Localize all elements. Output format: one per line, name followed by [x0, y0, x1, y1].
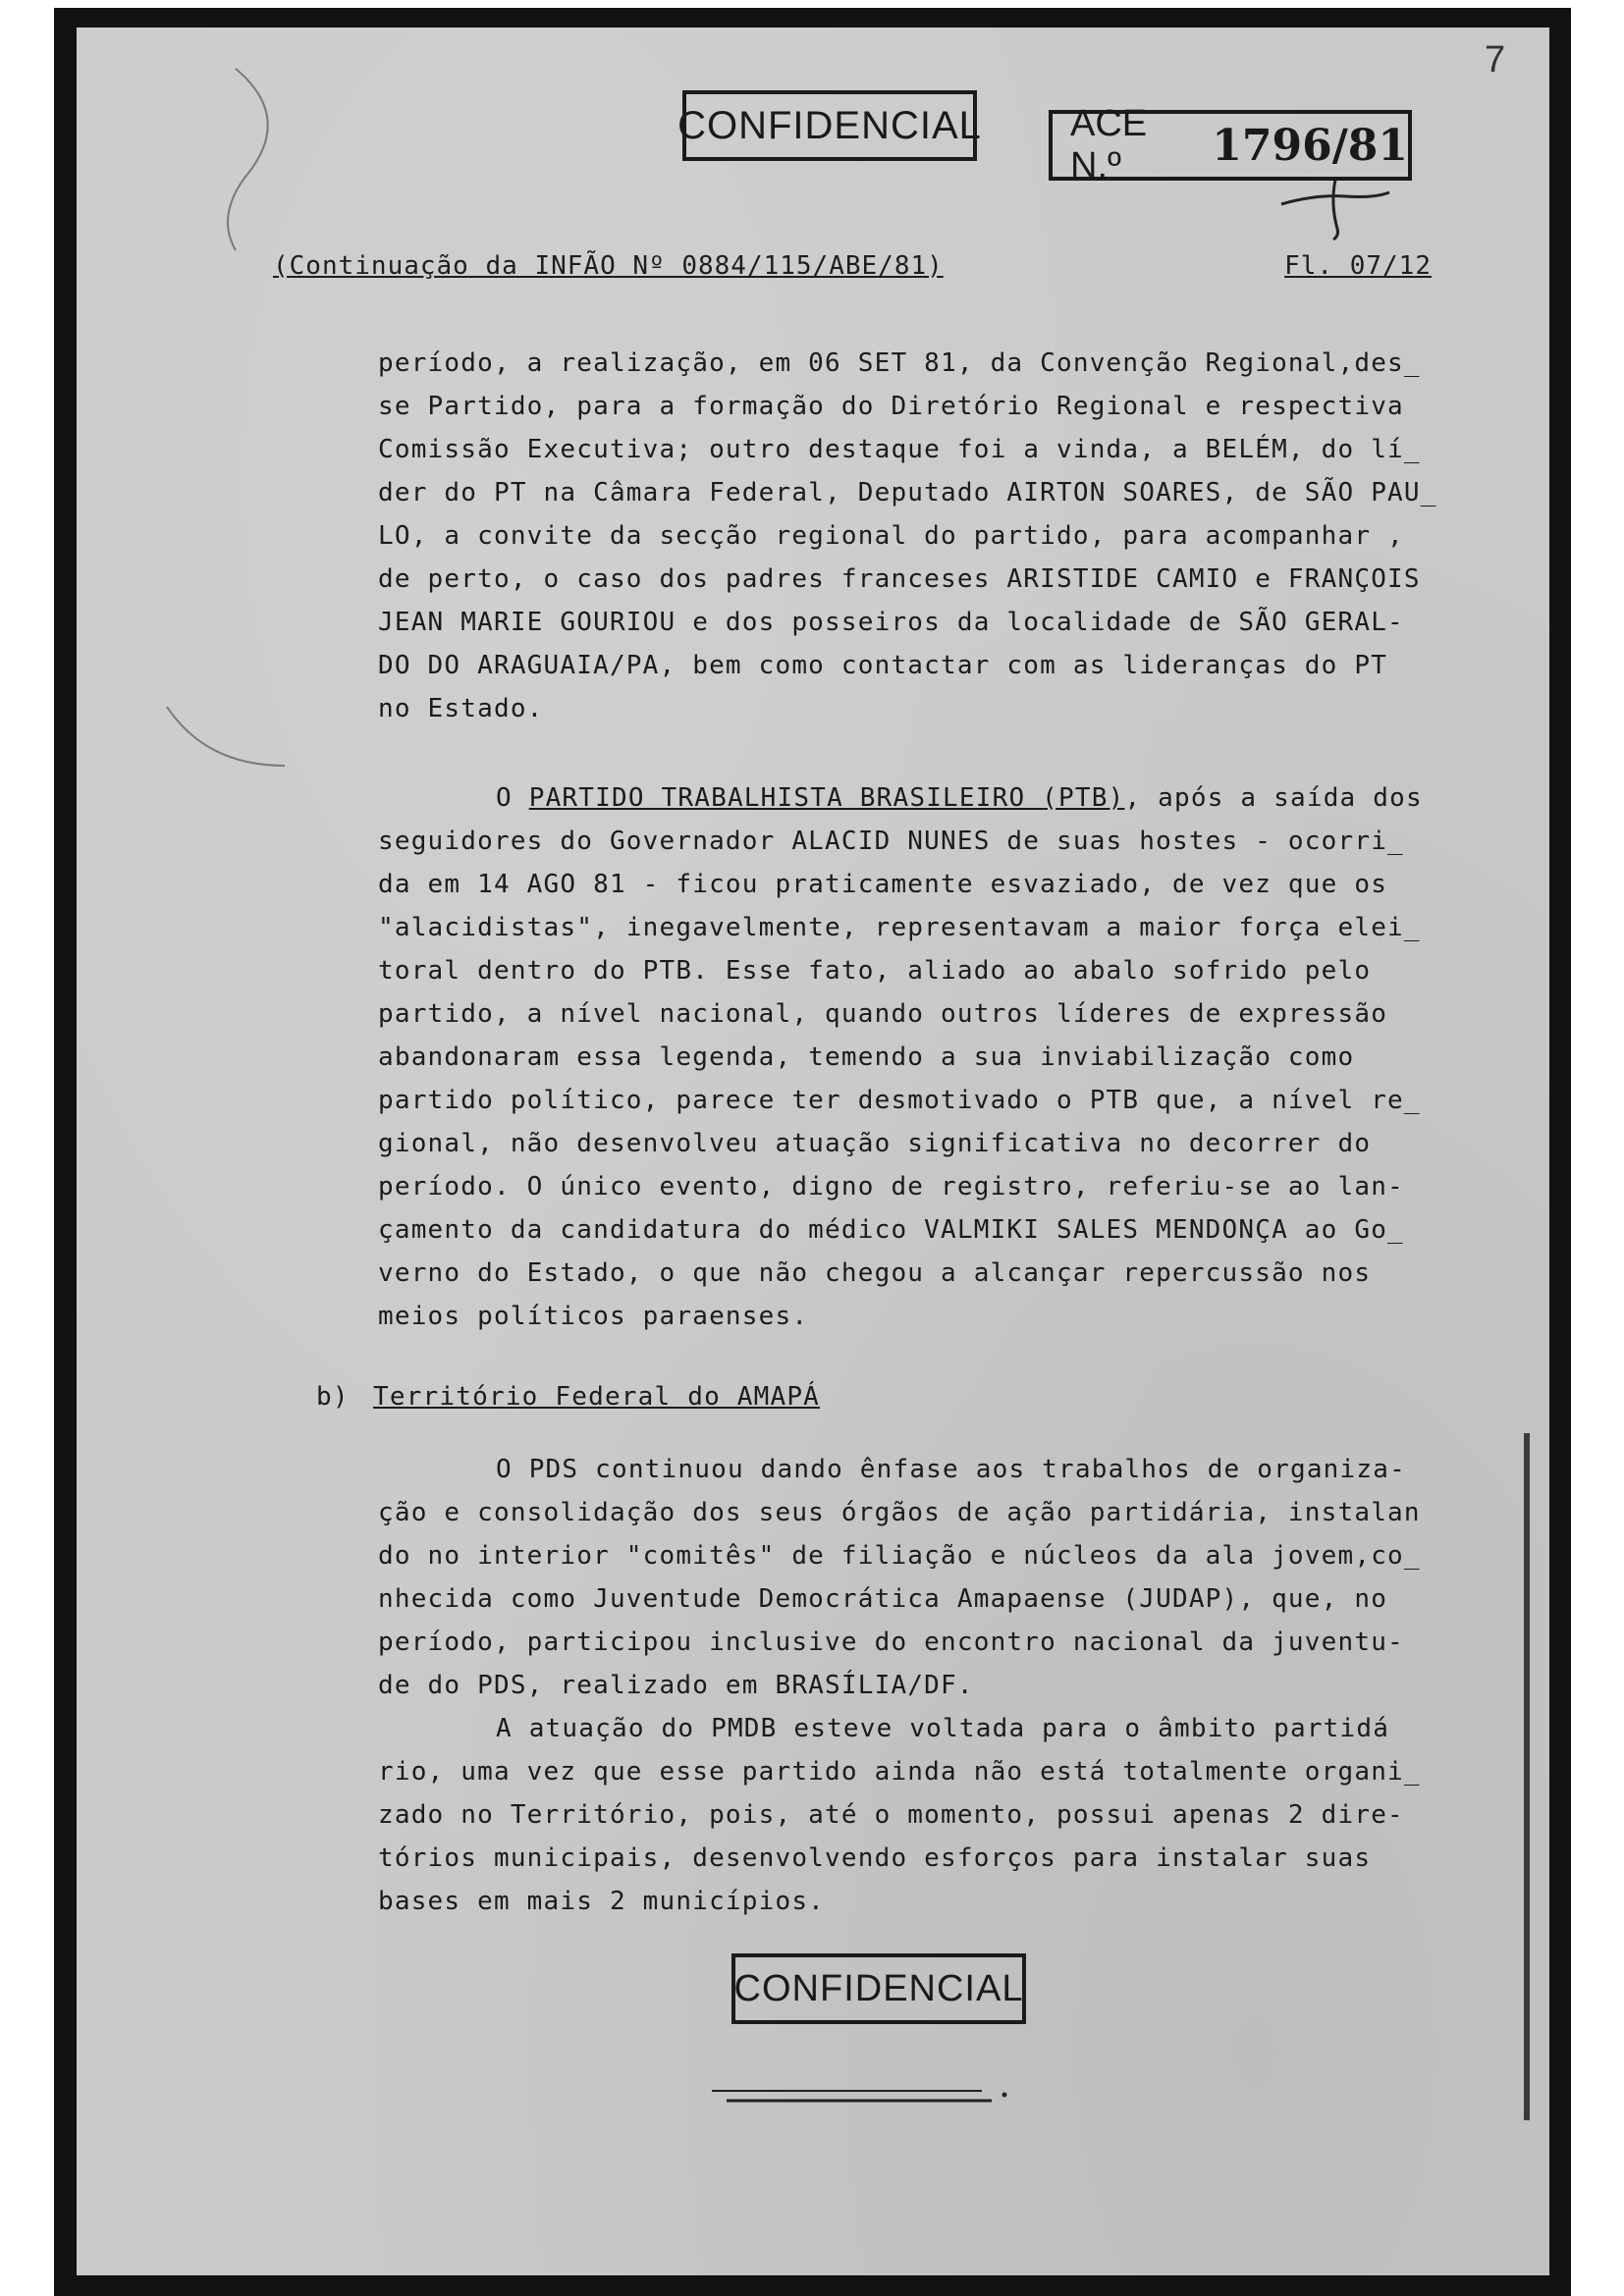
text-line: Comissão Executiva; outro destaque foi a vinda, a BELÉM, do lí_: [378, 435, 1421, 464]
text-line: se Partido, para a formação do Diretório Regional e respectiva: [378, 392, 1404, 421]
ace-number: 1796/81: [1212, 120, 1408, 171]
text-line: da em 14 AGO 81 - ficou praticamente esvaziado, de vez que os: [378, 870, 1388, 899]
scan-artifact-icon: [177, 59, 314, 255]
text-line: DO DO ARAGUAIA/PA, bem como contactar com as lideranças do PT: [378, 651, 1388, 680]
footer-rule-icon: [707, 2081, 1011, 2110]
text-line: tórios municipais, desenvolvendo esforços para instalar suas: [378, 1843, 1372, 1873]
ace-label: ACE N.º: [1070, 103, 1148, 187]
text-line: período, participou inclusive do encontro nacional da juventu-: [378, 1628, 1404, 1657]
confidential-stamp-bottom: CONFIDENCIAL: [731, 1953, 1026, 2024]
text-line: rio, uma vez que esse partido ainda não está totalmente organi_: [378, 1757, 1421, 1787]
text-line: der do PT na Câmara Federal, Deputado AIRTON SOARES, de SÃO PAU_: [378, 478, 1437, 507]
text-line: çamento da candidatura do médico VALMIKI SALES MENDONÇA ao Go_: [378, 1215, 1404, 1245]
text-line: nhecida como Juventude Democrática Amapaense (JUDAP), que, no: [378, 1584, 1388, 1614]
text-line: de do PDS, realizado em BRASÍLIA/DF.: [378, 1671, 974, 1700]
handwritten-mark-icon: [1276, 175, 1394, 243]
text-line: ção e consolidação dos seus órgãos de ação partidária, instalan: [378, 1498, 1421, 1527]
confidential-stamp-top: CONFIDENCIAL: [682, 90, 977, 161]
page-edge-shadow: [1524, 1433, 1530, 2120]
text-line: meios políticos paraenses.: [378, 1302, 809, 1331]
text-line: bases em mais 2 municípios.: [378, 1887, 826, 1916]
text-line: JEAN MARIE GOURIOU e dos posseiros da localidade de SÃO GERAL-: [378, 608, 1404, 637]
section-b-label: b): [316, 1382, 350, 1412]
text-line: O PARTIDO TRABALHISTA BRASILEIRO (PTB), após a saída dos: [496, 783, 1423, 813]
ace-number-stamp: [1049, 103, 1412, 187]
ptb-party-name: PARTIDO TRABALHISTA BRASILEIRO (PTB): [528, 783, 1125, 813]
text-line: verno do Estado, o que não chegou a alcançar repercussão nos: [378, 1258, 1372, 1288]
scan-artifact-icon: [157, 687, 295, 785]
text-line: de perto, o caso dos padres franceses ARISTIDE CAMIO e FRANÇOIS: [378, 564, 1421, 594]
text-line: período. O único evento, digno de registro, referiu-se ao lan-: [378, 1172, 1404, 1201]
text-line: "alacidistas", inegavelmente, representavam a maior força elei_: [378, 913, 1421, 942]
text-line: do no interior "comitês" de filiação e núcleos da ala jovem,co_: [378, 1541, 1421, 1571]
text-line: partido, a nível nacional, quando outros líderes de expressão: [378, 999, 1388, 1029]
info-reference: (Continuação da INFÃO Nº 0884/115/ABE/81): [273, 251, 944, 281]
text-line: seguidores do Governador ALACID NUNES de suas hostes - ocorri_: [378, 827, 1404, 856]
section-b-title: Território Federal do AMAPÁ: [373, 1382, 821, 1412]
page-number: 7: [1485, 39, 1506, 80]
text-line: período, a realização, em 06 SET 81, da Convenção Regional,des_: [378, 348, 1421, 378]
text-line: zado no Território, pois, até o momento, possui apenas 2 dire-: [378, 1800, 1404, 1830]
text-line: partido político, parece ter desmotivado o PTB que, a nível re_: [378, 1086, 1421, 1115]
text-line: toral dentro do PTB. Esse fato, aliado ao abalo sofrido pelo: [378, 956, 1372, 986]
text-line: LO, a convite da secção regional do partido, para acompanhar ,: [378, 521, 1404, 551]
text-line: no Estado.: [378, 694, 544, 723]
text-line: gional, não desenvolveu atuação significativa no decorrer do: [378, 1129, 1372, 1158]
text-line: abandonaram essa legenda, temendo a sua inviabilização como: [378, 1042, 1355, 1072]
sheet-number: Fl. 07/12: [1284, 251, 1432, 281]
text-line: A atuação do PMDB esteve voltada para o âmbito partidá: [496, 1714, 1390, 1743]
text-line: O PDS continuou dando ênfase aos trabalhos de organiza-: [496, 1455, 1406, 1484]
